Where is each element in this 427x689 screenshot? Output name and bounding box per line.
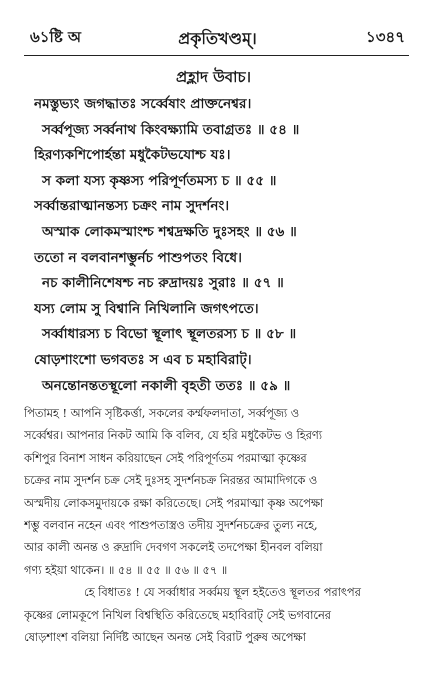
translation-line: পিতামহ ! আপনি সৃষ্টিকর্ত্তা, সকলের কর্ম্মফলদাতা, সর্ব্বপূজ্য ও: [24, 407, 300, 420]
page-header: [30, 26, 405, 48]
verse-line: অস্মাক লোকমস্মাংশ্চ শশ্বদ্রক্ষতি দুঃসহং ॥ ৫৬ ॥: [42, 223, 297, 240]
translation-line: কৃষ্ণের লোমকূপে নিখিল বিশ্বস্থিতি করিতেছে মহাবিরাট্ সেই ভগবানের: [24, 608, 331, 622]
verse-line: নমস্তুভ্যং জগদ্ধাতঃ সর্ব্বেষাং প্রাক্তনেশ্বর।: [34, 96, 252, 112]
verse-line: হিরণ্যকশিপোর্হন্তা মধুকৈটভযোশ্চ যঃ।: [34, 147, 231, 164]
page-number: ১৩৪৭: [366, 28, 405, 46]
verse-block: [34, 92, 407, 399]
verse-line: সর্ব্বপূজ্য সর্ব্বনাথ কিংবক্ষ্যামি তবাগ্রতঃ ॥ ৫৪ ॥: [42, 121, 300, 138]
verse-line: সর্ব্বান্তরাত্মানন্তস্য চক্রং নাম সুদর্শনং।: [34, 198, 230, 215]
translation-line: আর কালী অনন্ত ও রুদ্রাদি দেবগণ সকলেই তদপেক্ষা হীনবল বলিয়া: [24, 541, 323, 555]
header-rule: [24, 55, 409, 56]
translation-block: [24, 403, 411, 649]
translation-line: শম্ভু বলবান নহেন এবং পাশুপতাস্ত্রও তদীয় সুদর্শনচক্রের তুল্য নহে,: [24, 518, 318, 532]
chapter-number: ৬১ষ্টি অ: [30, 28, 81, 46]
translation-line: হে বিধাতঃ ! যে সর্ব্বাধার সর্ব্বময় স্থূল হইতেও স্থূলতর পরাৎপর: [84, 586, 361, 600]
verse-line: ষোড়শাংশো ভগবতঃ স এব চ মহাবিরাট্।: [34, 351, 252, 368]
translation-line: চক্রের নাম সুদর্শন চক্র সেই দুঃসহ সুদর্শনচক্র নিরন্তর আমাদিগকে ও: [24, 474, 318, 488]
translation-line: ষোড়শাংশ বলিয়া নির্দিষ্ট আছেন অনন্ত সেই বিরাট পুরুষ অপেক্ষা: [24, 630, 306, 644]
translation-line: অস্মদীয় লোকসমুদায়কে রক্ষা করিতেছে। সেই পরমাত্মা কৃষ্ণ অপেক্ষা: [24, 496, 324, 510]
verse-line: নচ কালীনিশেষশ্চ নচ রুদ্রাদয়ঃ সুরাঃ ॥ ৫৭ ॥: [42, 275, 284, 292]
verse-line: সর্ব্বাধারস্য চ বিভো স্থূলাৎ স্থূলতরস্য চ ॥ ৫৮ ॥: [42, 326, 297, 343]
translation-line: সর্ব্বেশ্বর। আপনার নিকট আমি কি বলিব, যে হরি মধুকৈটভ ও হিরণ্য: [24, 429, 322, 443]
verse-line: ততো ন বলবানশম্ভুর্নচ পাশুপতং বিধে।: [34, 249, 242, 266]
translation-line: কশিপুর বিনাশ সাধন করিয়াছেন সেই পরিপূর্ণতম পরমাত্মা কৃষ্ণের: [24, 451, 307, 465]
verse-line: স কলা যস্য কৃষ্ণস্য পরিপূর্ণতমস্য চ ॥ ৫৫ ॥: [42, 172, 277, 189]
verse-line: যস্য লোম সু বিশ্বানি নিখিলানি জগৎপতে।: [34, 300, 259, 317]
translation-line: গণ্য হইয়া থাকেন। ॥ ৫৪ ॥ ৫৫ ॥ ৫৬ ॥ ৫৭ ॥: [24, 563, 228, 577]
book-section-title: প্রকৃতিখণ্ডম্।: [178, 29, 257, 48]
speaker-heading: প্রহ্লাদ উবাচ।: [176, 68, 251, 86]
verse-line: অনন্তোনন্ততস্থূলো নকালী বৃহতী ততঃ ॥ ৫৯ ॥: [42, 377, 291, 394]
